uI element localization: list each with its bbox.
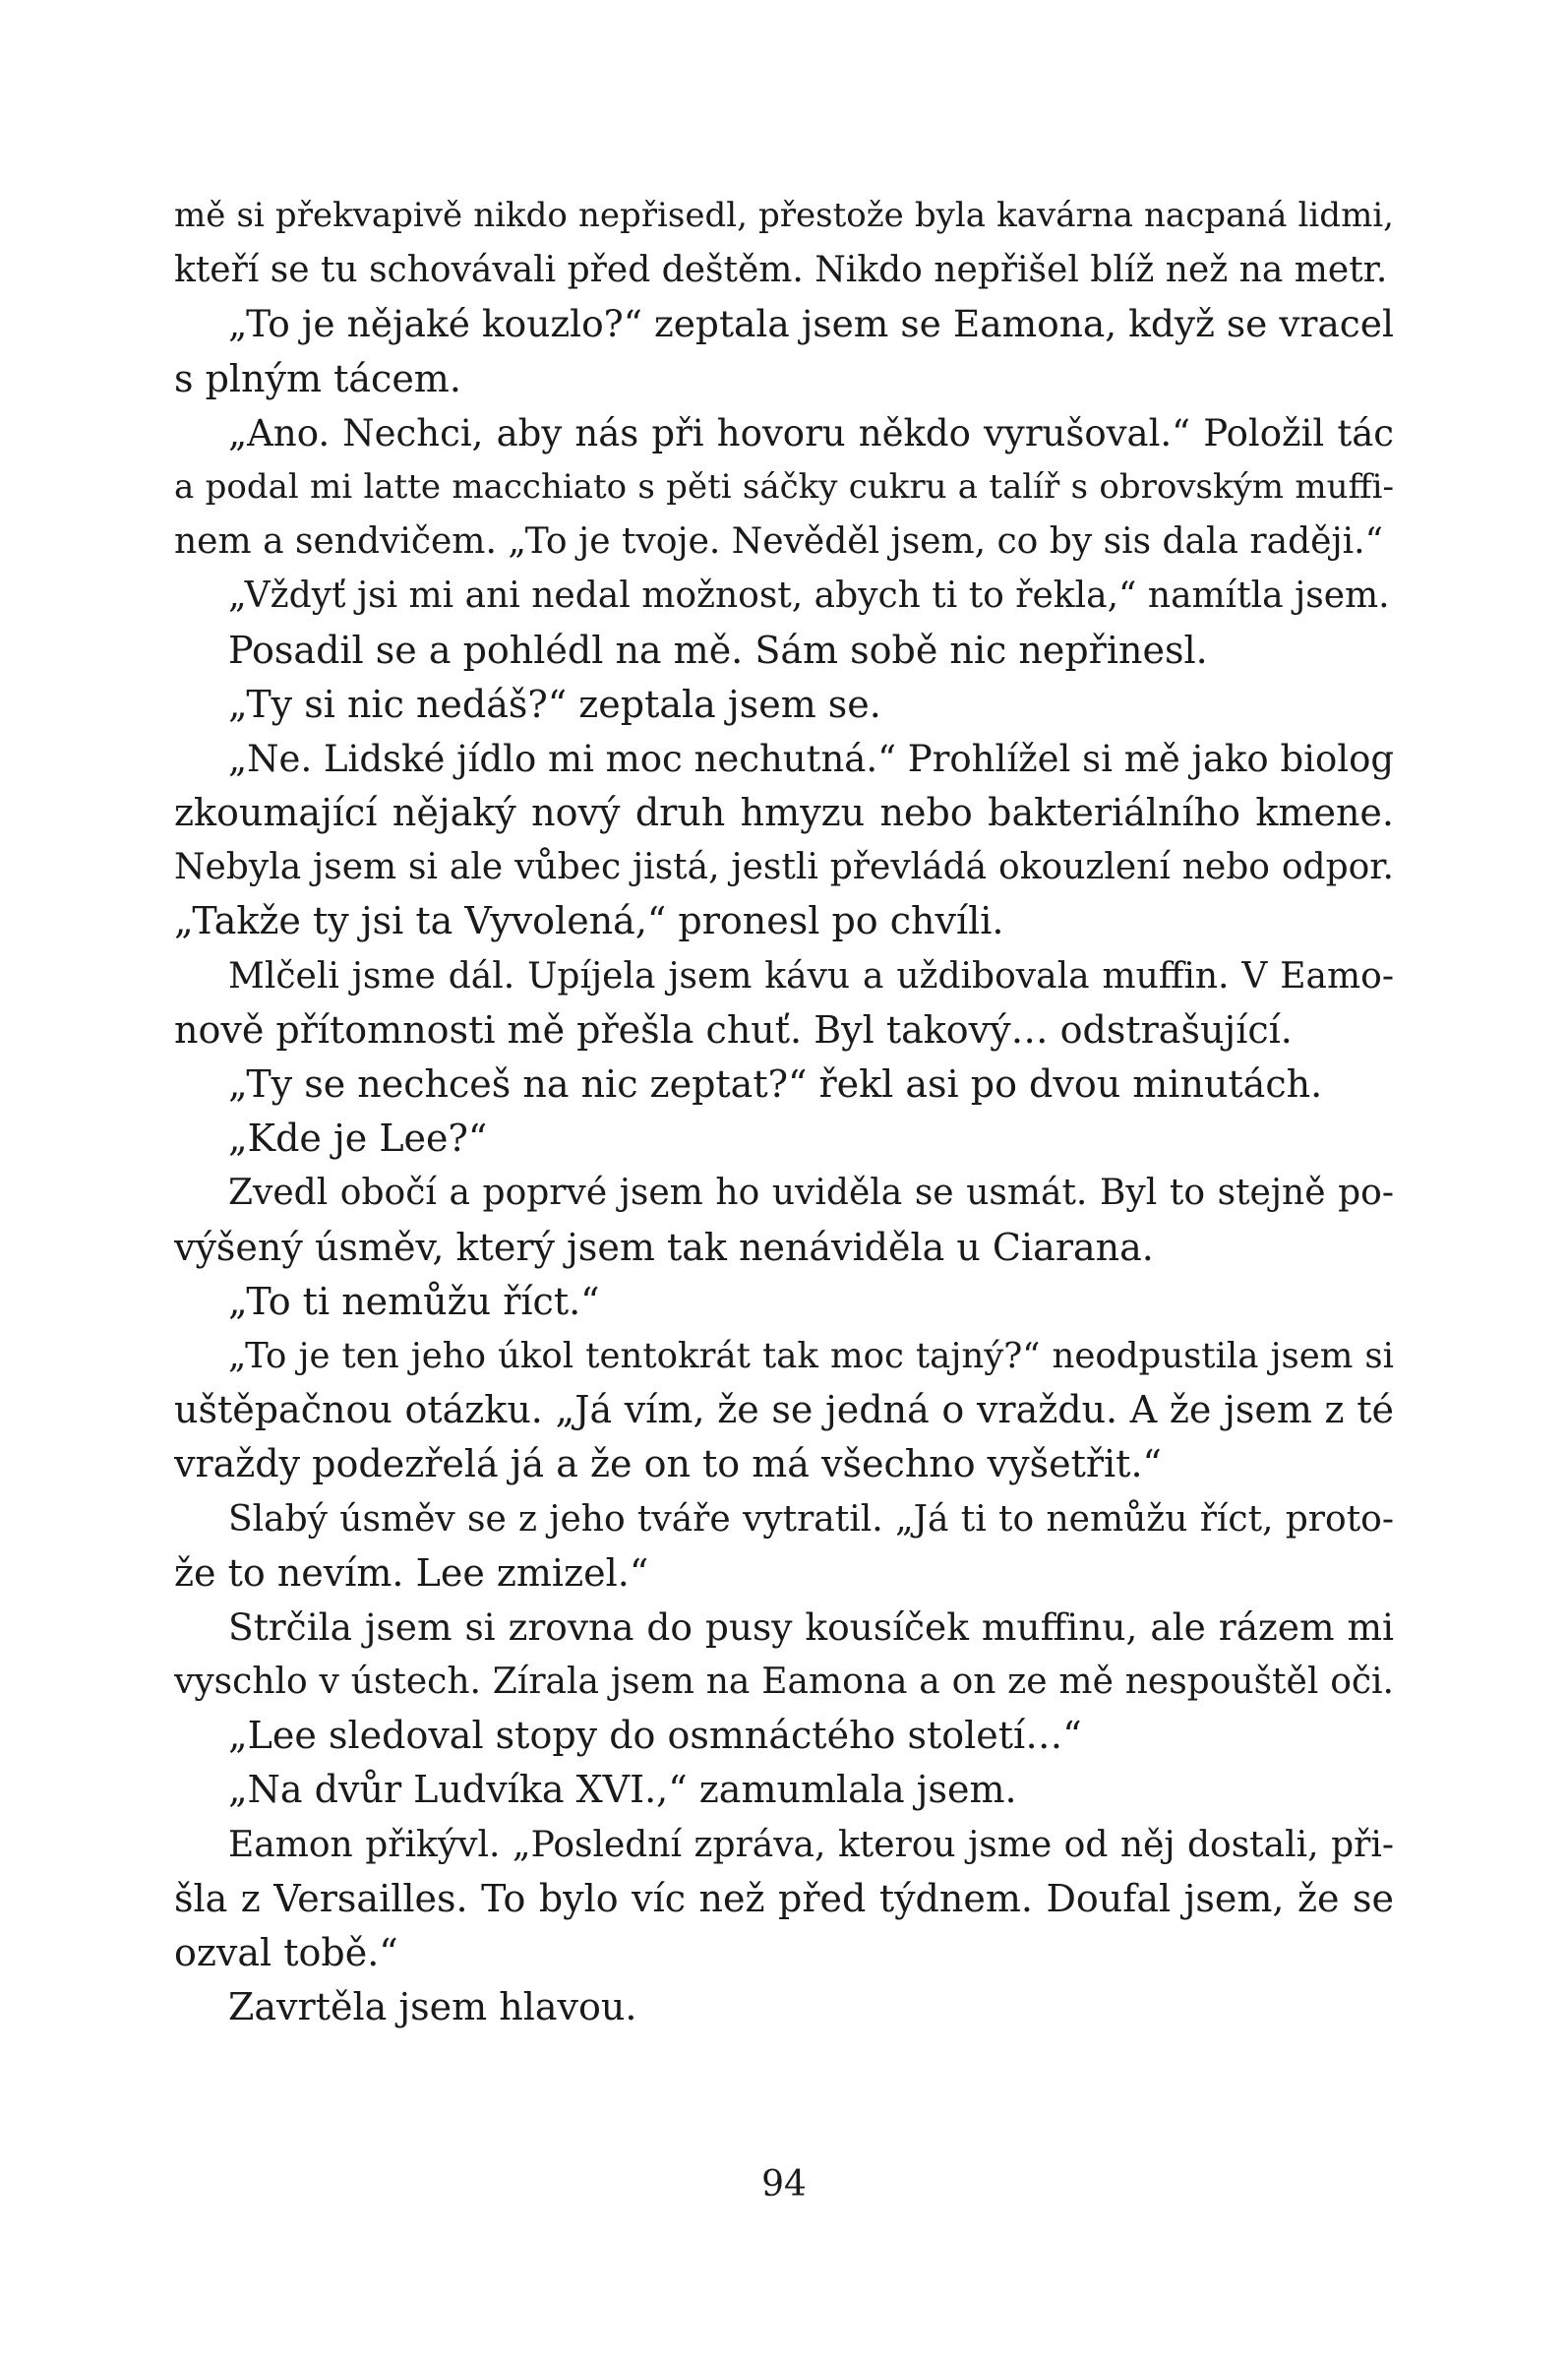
text-line: s plným tácem. [174, 356, 461, 400]
text-line: kteří se tu schovávali před deštěm. Nikdo nepřišel blíž než na metr. [174, 250, 1388, 291]
text-line: „Kde je Lee?“ [228, 1117, 488, 1161]
text-line: „To je ten jeho úkol tentokrát tak moc tajný?“ neodpustila jsem si [228, 1335, 1394, 1376]
text-line: „To ti nemůžu říct.“ [228, 1279, 600, 1323]
text-line: výšený úsměv, který jsem tak nenáviděla u Ciarana. [174, 1225, 1154, 1269]
text-line: Nebyla jsem si ale vůbec jistá, jestli převládá okouzlení nebo odpor. [174, 847, 1394, 888]
text-line: vyschlo v ústech. Zírala jsem na Eamona a on ze mě nespouštěl oči. [174, 1662, 1394, 1703]
text-line: „Ne. Lidské jídlo mi moc nechutná.“ Prohlížel si mě jako biolog [228, 737, 1394, 780]
text-line: Strčila jsem si zrovna do pusy kousíček muffinu, ale rázem mi [228, 1604, 1394, 1649]
text-line: mě si překvapivě nikdo nepřisedl, přestože byla kavárna nacpaná lidmi, [174, 196, 1394, 235]
text-line: „Ty se nechceš na nic zeptat?“ řekl asi po dvou minutách. [228, 1062, 1323, 1106]
text-line: nově přítomnosti mě přešla chuť. Byl takový… odstrašující. [174, 1007, 1293, 1052]
text-line: Slabý úsměv se z jeho tváře vytratil. „Já ti to nemůžu říct, proto- [228, 1498, 1394, 1540]
text-line: a podal mi latte macchiato s pěti sáčky cukru a talíř s obrovským muffi- [174, 466, 1394, 507]
text-line: nem a sendvičem. „To je tvoje. Nevěděl jsem, co by sis dala raději.“ [174, 521, 1383, 563]
text-line: Zvedl obočí a poprvé jsem ho uviděla se usmát. Byl to stejně po- [228, 1173, 1394, 1214]
text-line: „Na dvůr Ludvíka XVI.,“ zamumlala jsem. [228, 1768, 1017, 1812]
text-line: Eamon přikývl. „Poslední zpráva, kterou jsme od něj dostali, při- [228, 1824, 1394, 1865]
text-line: ozval tobě.“ [174, 1931, 398, 1974]
page-number: 94 [761, 2164, 807, 2205]
text-line: Zavrtěla jsem hlavou. [228, 1985, 637, 2029]
text-line: že to nevím. Lee zmizel.“ [174, 1550, 649, 1595]
text-line: Mlčeli jsme dál. Upíjela jsem kávu a uždibovala muffin. V Eamo- [228, 955, 1394, 997]
text-line: vraždy podezřelá já a že on to má všechno vyšetřit.“ [174, 1442, 1162, 1486]
text-line: „Ano. Nechci, aby nás při hovoru někdo vyrušoval.“ Položil tác [228, 411, 1394, 454]
text-line: „Lee sledoval stopy do osmnáctého století…“ [228, 1714, 1082, 1758]
text-line: uštěpačnou otázku. „Já vím, že se jedná o vraždu. A že jsem z té [174, 1388, 1394, 1432]
text-line: „Vždyť jsi mi ani nedal možnost, abych ti to řekla,“ namítla jsem. [228, 575, 1390, 617]
text-line: „To je nějaké kouzlo?“ zeptala jsem se Eamona, když se vracel [228, 302, 1394, 346]
text-line: Posadil se a pohlédl na mě. Sám sobě nic nepřinesl. [228, 628, 1208, 672]
text-line: šla z Versailles. To bylo víc než před týdnem. Doufal jsem, že se [174, 1876, 1394, 1920]
page-text [174, 189, 1394, 2034]
text-line: zkoumající nějaký nový druh hmyzu nebo bakteriálního kmene. [174, 791, 1394, 835]
text-line: „Ty si nic nedáš?“ zeptala jsem se. [228, 682, 881, 726]
text-line: „Takže ty jsi ta Vyvolená,“ pronesl po chvíli. [174, 899, 1004, 943]
